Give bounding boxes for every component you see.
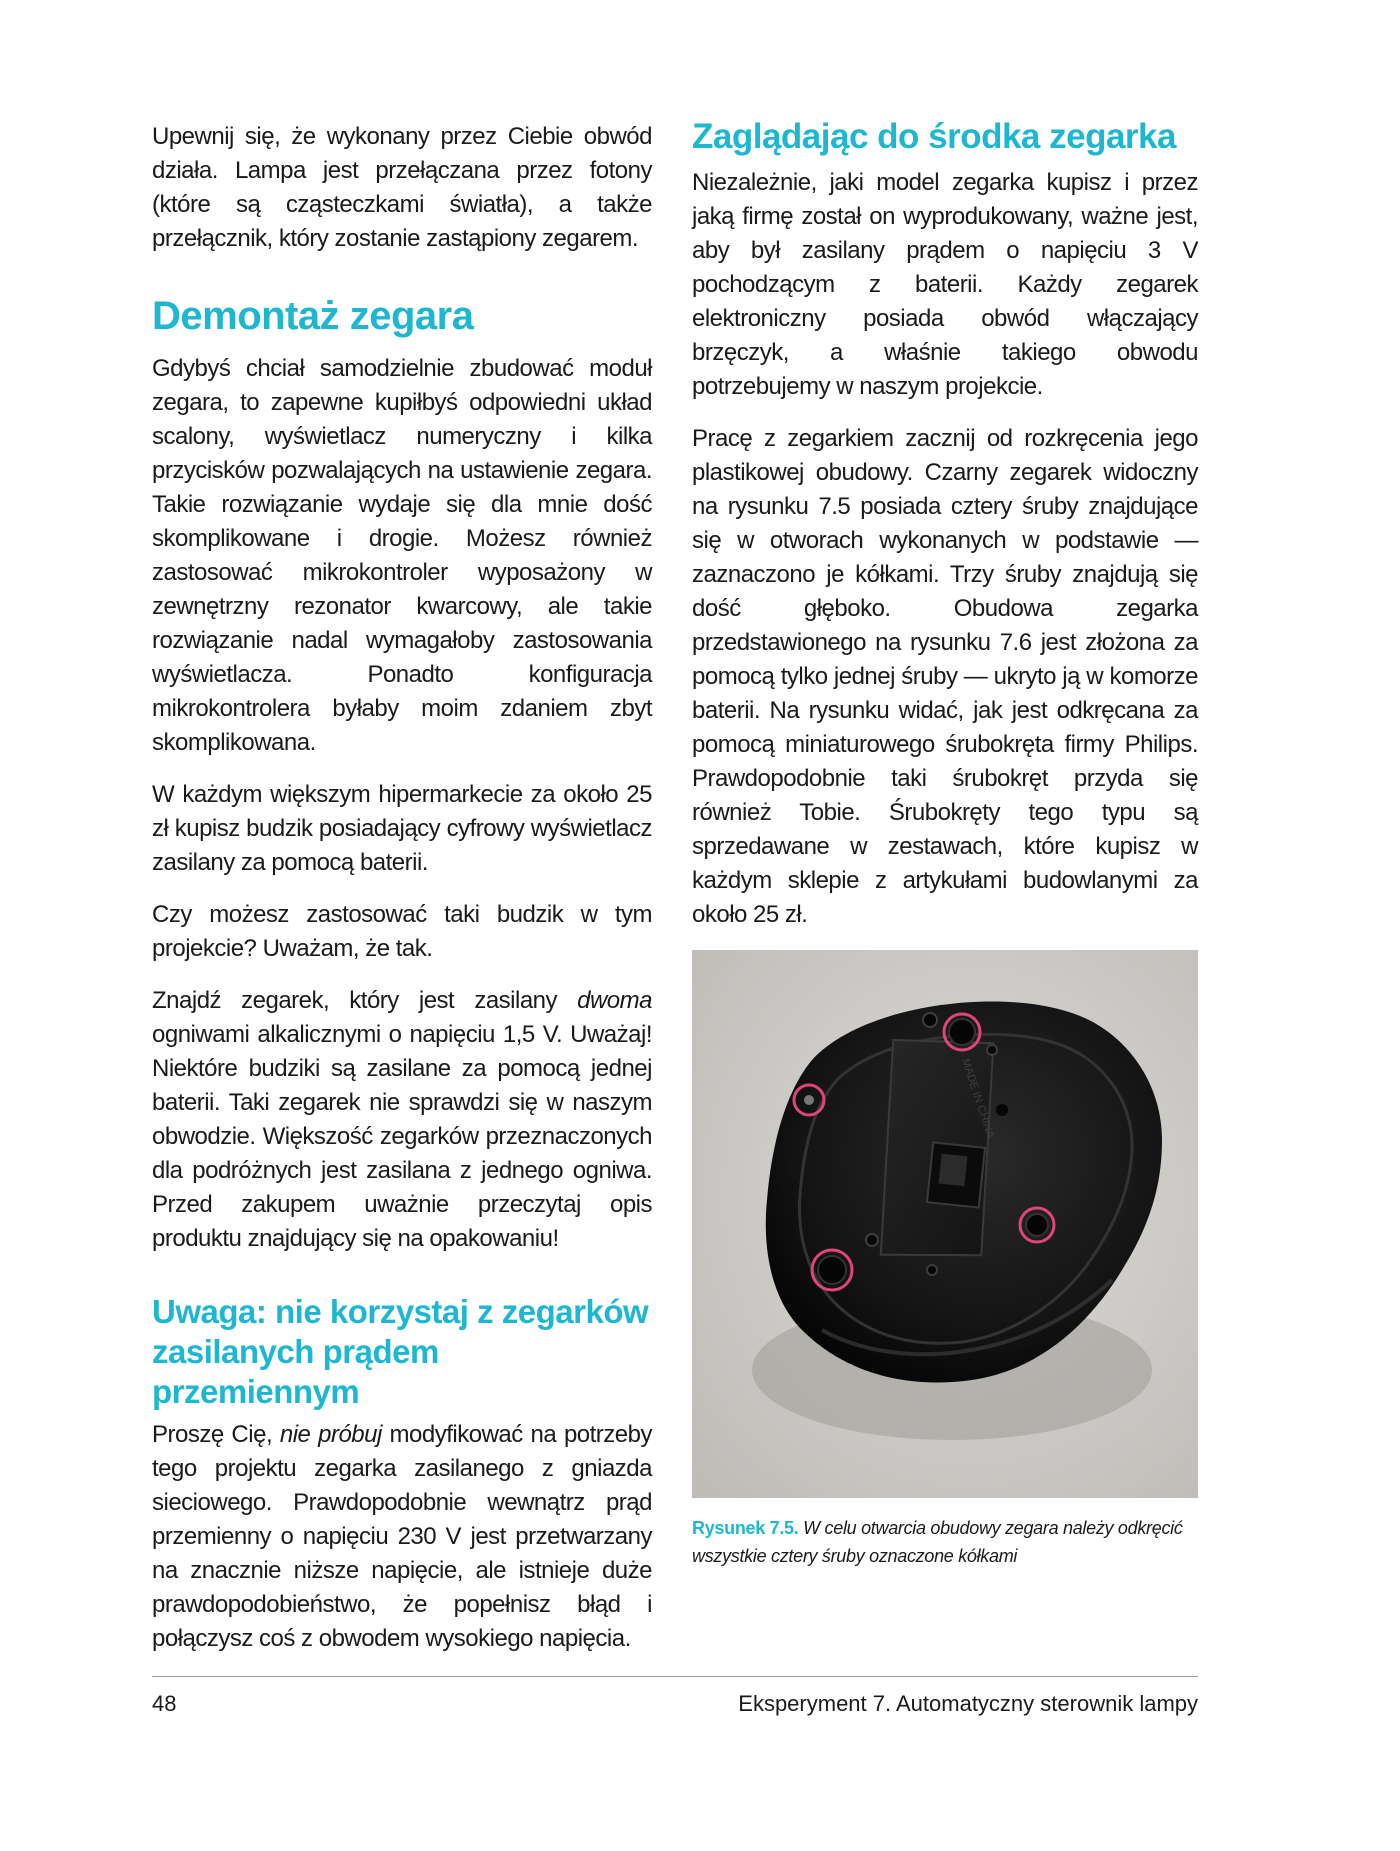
paragraph-disassembly: Pracę z zegarkiem zacznij od rozkręcenia jego plastikowej obudowy. Czarny zegarek widoczny na rysunku 7.5 posiada cztery śruby znajdujące się w otworach wykonanych w podstawie — zaznaczono je kółkami. Trzy śruby znajdują się dość głęboko. Obudowa zegarka przedstawionego na rysunku 7.6 jest złożona za pomocą tylko jednej śruby — ukryto ją w komorze baterii. Na rysunku widać, jak jest odkręcana za pomocą miniaturowego śrubokręta firmy Philips. Prawdopodobnie taki śrubokręt przyda się również Tobie. Śrubokręty tego typu są sprzedawane w zestawach, które kupisz w każdym sklepie z artykułami budowlanymi za około 25 zł.	[692, 425, 1198, 928]
caption-label: Rysunek 7.5.	[692, 1518, 799, 1538]
page-number: 48	[152, 1691, 177, 1716]
footer-divider	[152, 1676, 1198, 1677]
small-hole	[987, 1045, 997, 1055]
chapter-title: Eksperyment 7. Automatyczny sterownik lampy	[738, 1691, 1198, 1716]
p4-emphasis: dwoma	[577, 987, 652, 1014]
left-column	[152, 120, 652, 1674]
paragraph-requirements: Niezależnie, jaki model zegarka kupisz i przez jaką firmę został on wyprodukowany, ważne jest, aby był zasilany prądem o napięciu 3 V pochodzącym z baterii. Każdy zegarek elektroniczny posiada obwód włączający brzęczyk, a właśnie takiego obwodu potrzebujemy w naszym projekcie.	[692, 169, 1198, 400]
screw	[1026, 1214, 1048, 1236]
caption-text: W celu otwarcia obudowy zegara należy odkręcić wszystkie cztery śruby oznaczone kółkami	[692, 1518, 1183, 1566]
small-hole	[996, 1104, 1008, 1116]
paragraph-find-clock	[152, 984, 652, 1256]
small-hole	[923, 1013, 937, 1027]
paragraph-hypermarket: W każdym większym hipermarkecie za około 25 zł kupisz budzik posiadający cyfrowy wyświetlacz zasilany za pomocą baterii.	[152, 781, 652, 876]
p5-before: Proszę Cię,	[152, 1421, 280, 1448]
screw	[949, 1019, 975, 1045]
paragraph-build-module: Gdybyś chciał samodzielnie zbudować moduł zegara, to zapewne kupiłbyś odpowiedni układ scalony, wyświetlacz numeryczny i kilka przycisków pozwalających na ustawienie zegara. Takie rozwiązanie wydaje się dla mnie dość skomplikowane i drogie. Możesz również zastosować mikrokontroler wyposażony w zewnętrzny rezonator kwarcowy, ale takie rozwiązanie nadal wymagałoby zastosowania wyświetlacza. Ponadto konfiguracja mikrokontrolera byłaby moim zdaniem zbyt skomplikowana.	[152, 355, 652, 756]
intro-paragraph: Upewnij się, że wykonany przez Ciebie obwód działa. Lampa jest przełączana przez fotony (które są cząsteczkami światła), a także przełącznik, który zostanie zastąpiony zegarem.	[152, 123, 652, 252]
small-hole	[866, 1234, 878, 1246]
p4-before: Znajdź zegarek, który jest zasilany	[152, 987, 578, 1014]
screw	[818, 1256, 846, 1284]
paragraph-warning	[152, 1418, 652, 1656]
p4-after: ogniwami alkalicznymi o napięciu 1,5 V. Uważaj! Niektóre budziki są zasilane za pomocą jednej baterii. Taki zegarek nie sprawdzi się w naszym obwodzie. Większość zegarków przeznaczonych dla podróżnych jest zasilana z jednego ogniwa. Przed zakupem uważnie przeczytaj opis produktu znajdujący się na opakowaniu!	[152, 1021, 652, 1252]
figure-clock-photo	[692, 950, 1198, 1498]
heading-warning: Uwaga: nie korzystaj z zegarków zasilanych prądem przemiennym	[152, 1293, 649, 1410]
paragraph-question: Czy możesz zastosować taki budzik w tym projekcie? Uważam, że tak.	[152, 901, 652, 962]
figure-caption	[692, 1514, 1198, 1570]
p5-after: modyfikować na potrzeby tego projektu zegarka zasilanego z gniazda sieciowego. Prawdopodobnie wewnątrz prąd przemienny o napięciu 230 V jest przetwarzany na znacznie niższe napięcie, ale istnieje duże prawdopodobieństwo, że popełnisz błąd i połączysz coś z obwodem wysokiego napięcia.	[152, 1421, 652, 1652]
p5-emphasis: nie próbuj	[279, 1421, 382, 1448]
small-hole	[927, 1265, 937, 1275]
switch-knob	[939, 1154, 968, 1187]
heading-demontaz: Demontaż zegara	[152, 294, 474, 338]
screw	[804, 1095, 814, 1105]
stamp-made-in-china: MADE IN CHINA	[959, 1057, 997, 1140]
clock-bottom-illustration	[692, 950, 1198, 1498]
heading-inside-clock: Zaglądając do środka zegarka	[692, 117, 1176, 156]
right-column	[692, 117, 1198, 1570]
